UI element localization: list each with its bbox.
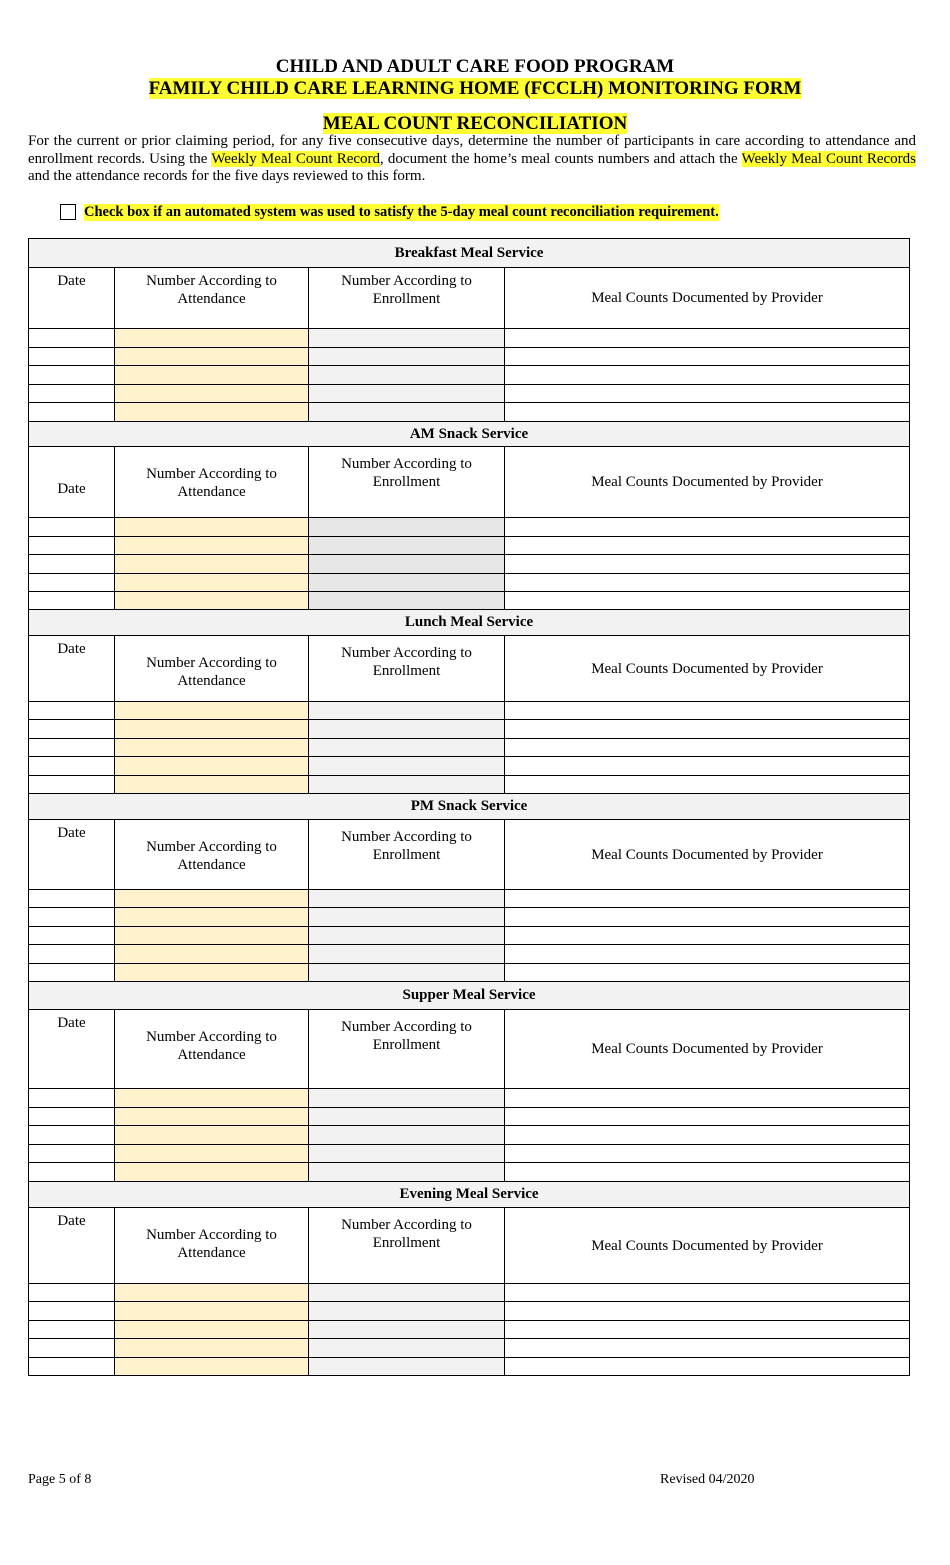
provider-count-cell[interactable] [505, 555, 910, 574]
enrollment-cell[interactable] [309, 1357, 505, 1375]
provider-count-cell[interactable] [505, 1320, 910, 1338]
date-cell[interactable] [29, 555, 115, 574]
date-cell[interactable] [29, 1107, 115, 1126]
section-heading [0, 113, 950, 135]
date-cell[interactable] [29, 403, 115, 422]
attendance-cell[interactable] [115, 573, 309, 592]
enrollment-cell[interactable] [309, 945, 505, 963]
provider-count-cell[interactable] [505, 1107, 910, 1126]
attendance-column-header: Number According to Attendance [115, 636, 309, 702]
date-column-header: Date [29, 447, 115, 518]
provider-count-cell[interactable] [505, 1339, 910, 1357]
attendance-cell[interactable] [115, 592, 309, 611]
table-row [29, 366, 910, 385]
attendance-column-header: Number According to Attendance [115, 1010, 309, 1089]
enrollment-cell[interactable] [309, 1126, 505, 1145]
section-title: Supper Meal Service [29, 982, 910, 1010]
enrollment-cell[interactable] [309, 518, 505, 537]
date-cell[interactable] [29, 366, 115, 385]
table-row [29, 1284, 910, 1302]
attendance-cell[interactable] [115, 908, 309, 926]
provider-column-header: Meal Counts Documented by Provider [505, 268, 910, 329]
enrollment-column-header: Number According to Enrollment [309, 1208, 505, 1284]
attendance-cell[interactable] [115, 1302, 309, 1320]
provider-count-cell[interactable] [505, 720, 910, 738]
date-cell[interactable] [29, 1163, 115, 1182]
provider-count-cell[interactable] [505, 908, 910, 926]
enrollment-cell[interactable] [309, 1107, 505, 1126]
date-cell[interactable] [29, 738, 115, 756]
instructions-paragraph [28, 133, 916, 186]
date-cell[interactable] [29, 908, 115, 926]
enrollment-cell[interactable] [309, 738, 505, 756]
provider-count-cell[interactable] [505, 536, 910, 555]
provider-count-cell[interactable] [505, 775, 910, 793]
meal-table [28, 1181, 910, 1376]
provider-count-cell[interactable] [505, 403, 910, 422]
enrollment-column-header: Number According to Enrollment [309, 820, 505, 890]
date-cell[interactable] [29, 757, 115, 775]
attendance-cell[interactable] [115, 963, 309, 981]
attendance-column-header: Number According to Attendance [115, 1208, 309, 1284]
table-row [29, 536, 910, 555]
meal-table [28, 981, 910, 1182]
date-cell[interactable] [29, 1126, 115, 1145]
enrollment-column-header: Number According to Enrollment [309, 447, 505, 518]
date-column-header: Date [29, 1010, 115, 1089]
table-row [29, 926, 910, 944]
enrollment-cell[interactable] [309, 757, 505, 775]
table-row [29, 1357, 910, 1375]
automated-system-checkbox[interactable] [60, 204, 76, 220]
enrollment-cell[interactable] [309, 1339, 505, 1357]
date-column-header: Date [29, 268, 115, 329]
enrollment-column-header: Number According to Enrollment [309, 1010, 505, 1089]
provider-count-cell[interactable] [505, 366, 910, 385]
section-title: PM Snack Service [29, 794, 910, 820]
date-cell[interactable] [29, 1089, 115, 1108]
date-cell[interactable] [29, 963, 115, 981]
date-cell[interactable] [29, 702, 115, 720]
provider-count-cell[interactable] [505, 1357, 910, 1375]
page-number: Page 5 of 8 [28, 1472, 92, 1487]
date-cell[interactable] [29, 329, 115, 348]
provider-column-header: Meal Counts Documented by Provider [505, 820, 910, 890]
date-cell[interactable] [29, 573, 115, 592]
table-row [29, 592, 910, 611]
table-row [29, 347, 910, 366]
date-cell[interactable] [29, 926, 115, 944]
enrollment-cell[interactable] [309, 403, 505, 422]
provider-count-cell[interactable] [505, 757, 910, 775]
date-cell[interactable] [29, 518, 115, 537]
attendance-cell[interactable] [115, 536, 309, 555]
intro-part-2: , document the home’s meal counts numbers and attach the [380, 150, 742, 167]
enrollment-cell[interactable] [309, 908, 505, 926]
date-cell[interactable] [29, 775, 115, 793]
date-column-header: Date [29, 636, 115, 702]
enrollment-cell[interactable] [309, 1144, 505, 1163]
provider-count-cell[interactable] [505, 329, 910, 348]
table-row [29, 1339, 910, 1357]
attendance-cell[interactable] [115, 890, 309, 908]
attendance-column-header: Number According to Attendance [115, 447, 309, 518]
date-cell[interactable] [29, 536, 115, 555]
date-cell[interactable] [29, 1320, 115, 1338]
section-heading-text: MEAL COUNT RECONCILIATION [322, 113, 628, 134]
attendance-cell[interactable] [115, 775, 309, 793]
section-breakfast [28, 238, 909, 422]
date-cell[interactable] [29, 1144, 115, 1163]
enrollment-column-header: Number According to Enrollment [309, 636, 505, 702]
table-row [29, 555, 910, 574]
meal-table [28, 238, 910, 422]
enrollment-cell[interactable] [309, 573, 505, 592]
section-supper [28, 981, 909, 1182]
provider-count-cell[interactable] [505, 347, 910, 366]
provider-count-cell[interactable] [505, 1302, 910, 1320]
section-title: Breakfast Meal Service [29, 239, 910, 268]
meal-table [28, 793, 910, 982]
date-cell[interactable] [29, 1302, 115, 1320]
table-row [29, 963, 910, 981]
provider-count-cell[interactable] [505, 890, 910, 908]
enrollment-cell[interactable] [309, 702, 505, 720]
attendance-cell[interactable] [115, 720, 309, 738]
table-row [29, 1107, 910, 1126]
section-title: AM Snack Service [29, 422, 910, 447]
intro-highlight-2: Weekly Meal Count Records [741, 150, 917, 167]
attendance-column-header: Number According to Attendance [115, 820, 309, 890]
enrollment-cell[interactable] [309, 329, 505, 348]
attendance-cell[interactable] [115, 926, 309, 944]
provider-count-cell[interactable] [505, 702, 910, 720]
enrollment-cell[interactable] [309, 1284, 505, 1302]
intro-highlight-1: Weekly Meal Count Record [211, 150, 381, 167]
provider-column-header: Meal Counts Documented by Provider [505, 1010, 910, 1089]
date-cell[interactable] [29, 347, 115, 366]
date-cell[interactable] [29, 1284, 115, 1302]
table-row [29, 1089, 910, 1108]
attendance-cell[interactable] [115, 555, 309, 574]
enrollment-cell[interactable] [309, 1089, 505, 1108]
provider-count-cell[interactable] [505, 573, 910, 592]
enrollment-cell[interactable] [309, 1302, 505, 1320]
table-row [29, 1302, 910, 1320]
intro-part-3: and the attendance records for the five days reviewed to this form. [28, 168, 426, 184]
meal-table [28, 609, 910, 794]
provider-count-cell[interactable] [505, 926, 910, 944]
date-cell[interactable] [29, 1339, 115, 1357]
provider-count-cell[interactable] [505, 592, 910, 611]
date-cell[interactable] [29, 720, 115, 738]
attendance-cell[interactable] [115, 518, 309, 537]
provider-count-cell[interactable] [505, 384, 910, 403]
table-row [29, 890, 910, 908]
table-row [29, 573, 910, 592]
date-cell[interactable] [29, 592, 115, 611]
attendance-cell[interactable] [115, 1089, 309, 1108]
meal-table [28, 421, 910, 611]
date-cell[interactable] [29, 945, 115, 963]
table-row [29, 757, 910, 775]
attendance-cell[interactable] [115, 1339, 309, 1357]
date-cell[interactable] [29, 384, 115, 403]
table-row [29, 1144, 910, 1163]
provider-count-cell[interactable] [505, 1126, 910, 1145]
section-title: Evening Meal Service [29, 1182, 910, 1208]
table-row [29, 329, 910, 348]
provider-count-cell[interactable] [505, 1284, 910, 1302]
table-row [29, 775, 910, 793]
table-row [29, 945, 910, 963]
provider-count-cell[interactable] [505, 1144, 910, 1163]
enrollment-cell[interactable] [309, 366, 505, 385]
table-row [29, 1126, 910, 1145]
section-pm-snack [28, 793, 909, 982]
date-column-header: Date [29, 820, 115, 890]
enrollment-cell[interactable] [309, 963, 505, 981]
table-row [29, 1163, 910, 1182]
date-cell[interactable] [29, 1357, 115, 1375]
attendance-cell[interactable] [115, 1357, 309, 1375]
enrollment-cell[interactable] [309, 1320, 505, 1338]
attendance-cell[interactable] [115, 384, 309, 403]
form-title [0, 78, 950, 100]
intro-part-1: For the current or prior claiming period, for any five consecutive days, determine the number of participants in care according to attendance and enrollment records. Using the [28, 133, 916, 167]
attendance-cell[interactable] [115, 1126, 309, 1145]
enrollment-cell[interactable] [309, 890, 505, 908]
date-column-header: Date [29, 1208, 115, 1284]
table-row [29, 908, 910, 926]
attendance-cell[interactable] [115, 702, 309, 720]
attendance-cell[interactable] [115, 1107, 309, 1126]
attendance-cell[interactable] [115, 1320, 309, 1338]
attendance-cell[interactable] [115, 403, 309, 422]
enrollment-cell[interactable] [309, 1163, 505, 1182]
enrollment-cell[interactable] [309, 384, 505, 403]
section-lunch [28, 609, 909, 794]
enrollment-cell[interactable] [309, 720, 505, 738]
enrollment-cell[interactable] [309, 775, 505, 793]
provider-count-cell[interactable] [505, 945, 910, 963]
provider-count-cell[interactable] [505, 963, 910, 981]
enrollment-cell[interactable] [309, 347, 505, 366]
attendance-cell[interactable] [115, 347, 309, 366]
table-row [29, 738, 910, 756]
attendance-cell[interactable] [115, 1144, 309, 1163]
enrollment-column-header: Number According to Enrollment [309, 268, 505, 329]
date-cell[interactable] [29, 890, 115, 908]
automated-system-label: Check box if an automated system was used to satisfy the 5-day meal count reconciliation requirement. [84, 203, 719, 220]
attendance-cell[interactable] [115, 1284, 309, 1302]
table-row [29, 518, 910, 537]
provider-column-header: Meal Counts Documented by Provider [505, 636, 910, 702]
table-row [29, 384, 910, 403]
attendance-cell[interactable] [115, 366, 309, 385]
section-am-snack [28, 421, 909, 611]
section-evening [28, 1181, 909, 1376]
attendance-column-header: Number According to Attendance [115, 268, 309, 329]
provider-count-cell[interactable] [505, 1163, 910, 1182]
enrollment-cell[interactable] [309, 592, 505, 611]
automated-system-row [60, 202, 719, 222]
section-title: Lunch Meal Service [29, 610, 910, 636]
attendance-cell[interactable] [115, 757, 309, 775]
table-row [29, 702, 910, 720]
table-row [29, 1320, 910, 1338]
table-row [29, 720, 910, 738]
provider-count-cell[interactable] [505, 738, 910, 756]
enrollment-cell[interactable] [309, 555, 505, 574]
provider-count-cell[interactable] [505, 1089, 910, 1108]
provider-column-header: Meal Counts Documented by Provider [505, 447, 910, 518]
form-title-text: FAMILY CHILD CARE LEARNING HOME (FCCLH) MONITORING FORM [148, 78, 802, 99]
enrollment-cell[interactable] [309, 926, 505, 944]
program-title: CHILD AND ADULT CARE FOOD PROGRAM [275, 56, 675, 77]
attendance-cell[interactable] [115, 945, 309, 963]
attendance-cell[interactable] [115, 329, 309, 348]
table-row [29, 403, 910, 422]
provider-column-header: Meal Counts Documented by Provider [505, 1208, 910, 1284]
enrollment-cell[interactable] [309, 536, 505, 555]
revision-date: Revised 04/2020 [660, 1472, 755, 1487]
provider-count-cell[interactable] [505, 518, 910, 537]
attendance-cell[interactable] [115, 738, 309, 756]
attendance-cell[interactable] [115, 1163, 309, 1182]
